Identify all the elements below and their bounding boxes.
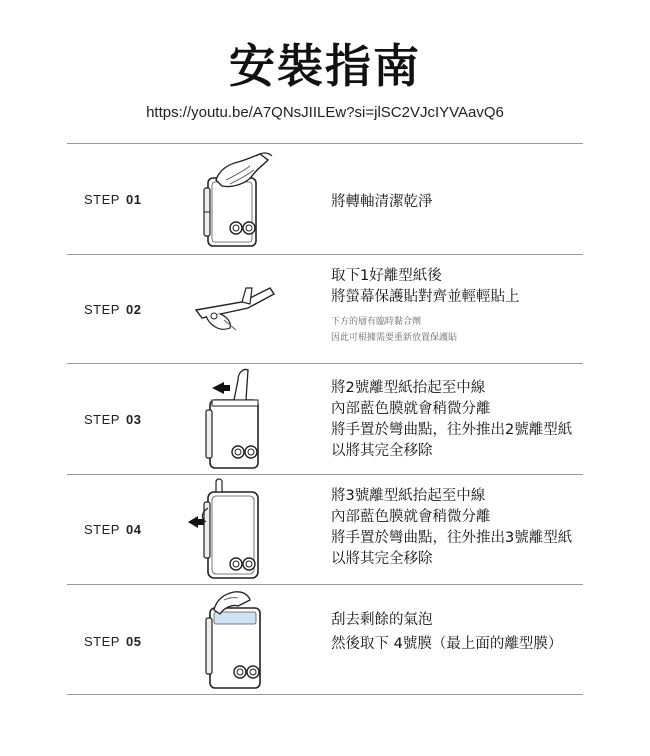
instruction-line: 內部藍色膜就會稍微分離 — [331, 509, 491, 525]
divider-top — [67, 143, 583, 144]
instruction-line: 將2號離型紙抬起至中線 — [331, 380, 486, 396]
page-title: 安裝指南 — [229, 39, 421, 93]
phone-push-film-left-icon — [186, 478, 276, 582]
step-label-02 — [84, 302, 141, 318]
arrow-icon — [212, 382, 230, 394]
note-line: 因此可根據需要重新放置保護貼 — [331, 333, 458, 343]
protector-film-strip-icon — [192, 280, 278, 340]
video-link[interactable]: https://youtu.be/A7QNsJIILEw?si=jlSC2VJcIYVAavQ6 — [146, 104, 504, 121]
step-label-03 — [84, 412, 141, 428]
instruction-line: 將手置於彎曲點，往外推出3號離型紙 — [331, 530, 573, 546]
step-number: 02 — [125, 302, 142, 317]
step-word: STEP — [84, 412, 120, 427]
step-number: 05 — [125, 634, 142, 649]
divider-4 — [67, 584, 583, 585]
instruction-line: 刮去剩餘的氣泡 — [331, 612, 433, 628]
instruction-line: 然後取下 4號膜（最上面的離型膜） — [331, 636, 563, 652]
step-number: 03 — [125, 412, 142, 427]
step-04-instructions — [331, 486, 572, 570]
step-05-instructions — [331, 610, 562, 655]
step-02-instructions — [331, 266, 520, 308]
instruction-line: 以將其完全移除 — [331, 551, 433, 567]
step-03-instructions — [331, 378, 572, 462]
step-number: 01 — [125, 192, 142, 207]
instruction-line: 將手置於彎曲點，往外推出2號離型紙 — [331, 422, 573, 438]
step-word: STEP — [84, 192, 120, 207]
phone-remove-top-film-icon — [198, 588, 278, 692]
divider-1 — [67, 254, 583, 255]
divider-2 — [67, 363, 583, 364]
step-label-04 — [84, 522, 141, 538]
arrow-icon — [188, 516, 204, 528]
divider-3 — [67, 474, 583, 475]
instruction-line: 以將其完全移除 — [331, 443, 433, 459]
phone-cleaning-hinge-icon — [196, 150, 276, 250]
step-number: 04 — [125, 522, 142, 537]
instruction-line: 將3號離型紙抬起至中線 — [331, 488, 486, 504]
step-01-instructions — [331, 192, 433, 213]
divider-bottom — [67, 694, 583, 695]
step-word: STEP — [84, 302, 120, 317]
step-word: STEP — [84, 634, 120, 649]
instruction-line: 將轉軸清潔乾淨 — [331, 194, 433, 210]
instruction-line: 取下1好離型紙後 — [331, 268, 442, 284]
note-line: 下方的層有臨時黏合劑 — [331, 317, 422, 327]
step-02-note — [331, 314, 457, 346]
step-label-01 — [84, 192, 141, 208]
step-label-05 — [84, 634, 141, 650]
instruction-line: 內部藍色膜就會稍微分離 — [331, 401, 491, 417]
phone-peel-film-up-icon — [198, 366, 278, 472]
step-word: STEP — [84, 522, 120, 537]
instruction-line: 將螢幕保護貼對齊並輕輕貼上 — [331, 289, 520, 305]
